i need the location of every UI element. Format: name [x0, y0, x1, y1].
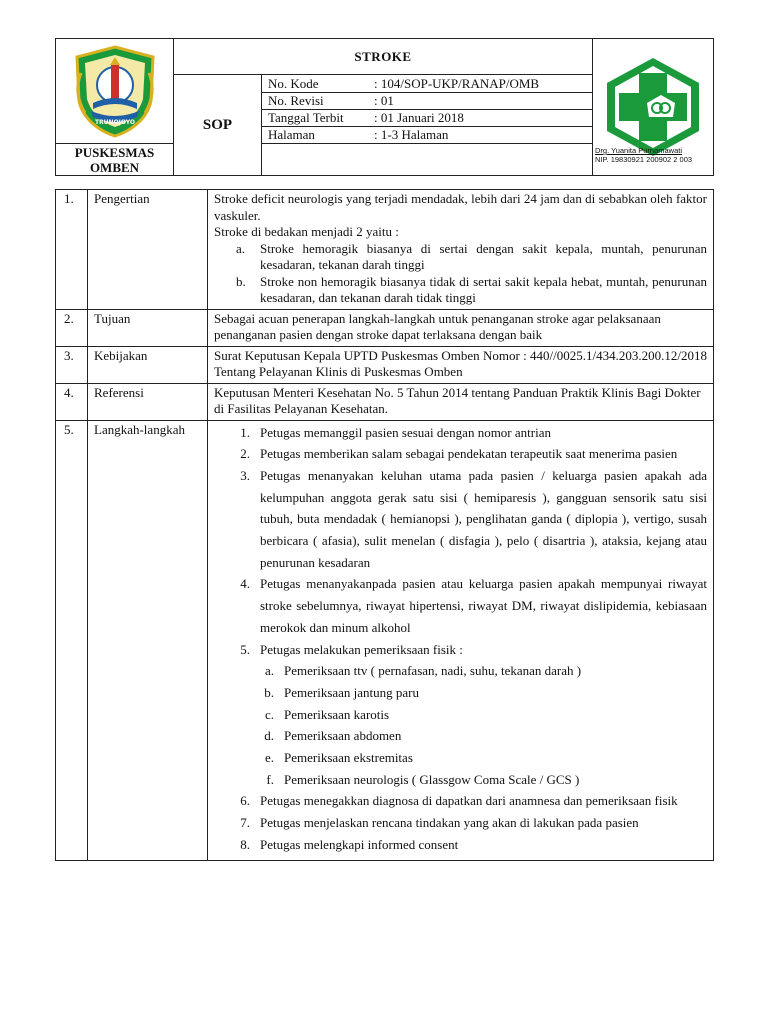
step-item	[214, 573, 707, 638]
sub-item	[260, 747, 707, 769]
step-number: 4.	[240, 576, 250, 592]
step-item	[214, 443, 707, 465]
sub-text: Pemeriksaan ttv ( pernafasan, nadi, suhu, tekanan darah )	[284, 663, 582, 679]
sub-text: Pemeriksaan ekstremitas	[284, 750, 413, 766]
list-text: Stroke non hemoragik biasanya tidak di sertai sakit kepala hebat, muntah, penurunan kesadaran, dan tekanan darah tidak tinggi	[260, 273, 707, 305]
puskesmas-line2: OMBEN	[89, 159, 140, 175]
meta-cell	[262, 75, 593, 144]
meta-val-revision: : 01	[370, 92, 592, 109]
row-content: Keputusan Menteri Kesehatan No. 5 Tahun 2014 tentang Panduan Praktik Klinis Bagi Dokter di Fasilitas Pelayanan Kesehatan.	[208, 383, 714, 420]
step-number: 5.	[240, 641, 250, 657]
step-item	[214, 834, 707, 856]
emblem-text: TRUNOJOYO	[94, 119, 135, 126]
row-label: Langkah-langkah	[88, 420, 208, 860]
sub-marker: b.	[264, 684, 274, 700]
row-label: Referensi	[88, 383, 208, 420]
step-text: Petugas memanggil pasien sesuai dengan nomor antrian	[260, 424, 551, 440]
row-label: Kebijakan	[88, 346, 208, 383]
list-item	[214, 241, 707, 274]
step-text: Petugas melengkapi informed consent	[260, 836, 459, 852]
row-tujuan	[56, 309, 714, 346]
puskesmas-logo-icon	[601, 55, 705, 159]
row-label: Pengertian	[88, 190, 208, 310]
sub-item	[260, 682, 707, 704]
step-item	[214, 422, 707, 444]
sub-text: Pemeriksaan karotis	[284, 706, 390, 722]
sub-marker: f.	[266, 771, 274, 787]
meta-val-date: : 01 Januari 2018	[370, 109, 592, 126]
step-item	[214, 465, 707, 574]
signer-name: Drg. Yuanita Purnamawati	[595, 146, 682, 155]
list-item	[214, 274, 707, 307]
sub-marker: e.	[264, 750, 274, 766]
step-text: Petugas memberikan salam sebagai pendekatan terapeutik saat menerima pasien	[260, 446, 678, 462]
doc-title: STROKE	[174, 39, 593, 75]
row-referensi	[56, 383, 714, 420]
row-number: 1.	[56, 190, 88, 310]
row-content	[208, 190, 714, 310]
meta-key-date: Tanggal Terbit	[262, 109, 370, 126]
row-content: Surat Keputusan Kepala UPTD Puskesmas Omben Nomor : 440//0025.1/434.203.200.12/2018 Tentang Pelayanan Klinis di Puskesmas Omben	[208, 346, 714, 383]
step-item	[214, 639, 707, 791]
blank-cell	[262, 144, 593, 176]
step-text: Petugas menegakkan diagnosa di dapatkan dari anamnesa dan pemeriksaan fisik	[260, 793, 678, 809]
sub-item	[260, 725, 707, 747]
sub-marker: a.	[264, 663, 274, 679]
signer-nip: NIP. 19830921 200902 2 003	[595, 155, 693, 164]
row-number: 4.	[56, 383, 88, 420]
puskesmas-name	[56, 144, 174, 176]
step-text: Petugas menjelaskan rencana tindakan yang akan di lakukan pada pasien	[260, 815, 639, 831]
meta-key-revision: No. Revisi	[262, 92, 370, 109]
sub-text: Pemeriksaan neurologis ( Glassgow Coma Scale / GCS )	[284, 771, 580, 787]
row-label: Tujuan	[88, 309, 208, 346]
sop-label: SOP	[174, 75, 262, 176]
list-marker: b.	[236, 273, 246, 289]
row-number: 5.	[56, 420, 88, 860]
row-kebijakan	[56, 346, 714, 383]
meta-key-code: No. Kode	[262, 76, 370, 93]
sub-text: Pemeriksaan jantung paru	[284, 684, 420, 700]
sub-marker: c.	[264, 706, 274, 722]
definition-intro: Stroke di bedakan menjadi 2 yaitu :	[214, 224, 399, 239]
row-number: 3.	[56, 346, 88, 383]
sampang-regency-emblem-icon	[67, 43, 163, 139]
step-item	[214, 812, 707, 834]
list-text: Stroke hemoragik biasanya di sertai dengan sakit kepala, muntah, penurunan kesadaran, tekanan darah tinggi	[260, 240, 707, 272]
meta-table	[262, 76, 592, 143]
row-langkah	[56, 420, 714, 860]
step-text: Petugas menanyakan keluhan utama pada pasien / keluarga pasien apakah ada kelumpuhan anggota gerak satu sisi ( hemiparesis ), gangguan sensorik satu sisi tubuh, buta mendadak ( hemianopsi ), penglihatan ganda ( diplopia ), vertigo, susah berbicara ( afasia), sulit menelan ( disfagia ), pelo ( disartria ), ataksia, kejang atau penurunan kesadaran	[260, 467, 707, 570]
meta-val-page: : 1-3 Halaman	[370, 126, 592, 143]
meta-key-page: Halaman	[262, 126, 370, 143]
row-content: Sebagai acuan penerapan langkah-langkah untuk penanganan stroke agar pelaksanaan penanganan pasien dengan stroke dapat terlaksana dengan baik	[208, 309, 714, 346]
signature-block	[595, 146, 713, 164]
meta-val-code: : 104/SOP-UKP/RANAP/OMB	[370, 76, 592, 93]
step-item	[214, 790, 707, 812]
step-number: 6.	[240, 793, 250, 809]
stroke-types-list	[214, 241, 707, 307]
sub-item	[260, 660, 707, 682]
sub-text: Pemeriksaan abdomen	[284, 728, 402, 744]
step-number: 1.	[240, 424, 250, 440]
step-number: 7.	[240, 815, 250, 831]
step-number: 3.	[240, 467, 250, 483]
row-content	[208, 420, 714, 860]
sop-body-table	[55, 189, 714, 861]
list-marker: a.	[236, 240, 246, 256]
steps-list	[214, 422, 707, 856]
step-number: 2.	[240, 446, 250, 462]
sub-item	[260, 704, 707, 726]
row-pengertian	[56, 190, 714, 310]
sub-item	[260, 769, 707, 791]
step-number: 8.	[240, 836, 250, 852]
left-logo-cell	[56, 39, 174, 144]
row-number: 2.	[56, 309, 88, 346]
physical-exam-list	[260, 660, 707, 790]
sub-marker: d.	[264, 728, 274, 744]
step-text: Petugas melakukan pemeriksaan fisik :	[260, 641, 463, 657]
puskesmas-line1: PUSKESMAS	[74, 144, 155, 160]
step-text-group	[260, 639, 707, 791]
step-text: Petugas menanyakanpada pasien atau keluarga pasien apakah mempunyai riwayat stroke sebelumnya, riwayat hipertensi, riwayat DM, riwayat dislipidemia, kebiasaan merokok dan minum alkohol	[260, 576, 707, 635]
definition-text: Stroke deficit neurologis yang terjadi mendadak, lebih dari 24 jam dan di sebabkan oleh faktor vaskuler.	[214, 191, 707, 223]
